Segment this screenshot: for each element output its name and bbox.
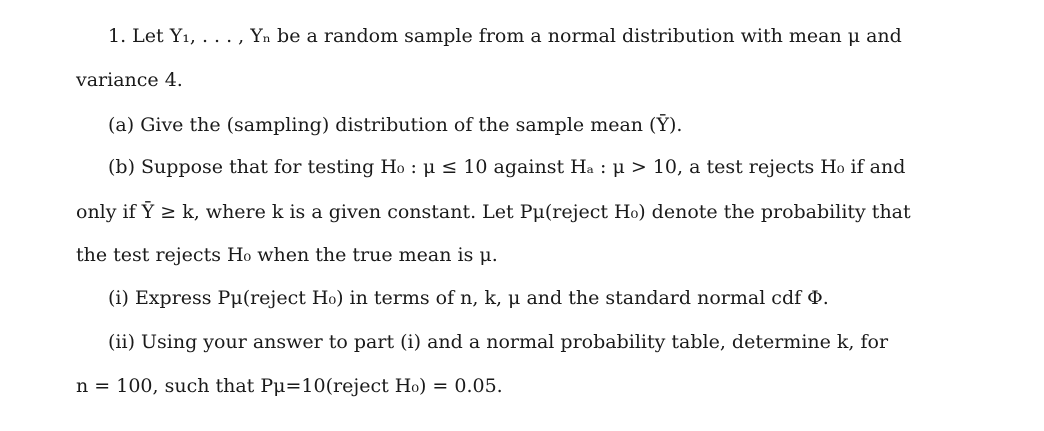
part-b-i-question: (i) Express Pμ(reject H₀) in terms of n, k, μ and the standard normal cdf Φ. xyxy=(108,287,829,309)
problem-intro-line: 1. Let Y₁, . . . , Yₙ be a random sample from a normal distribution with mean μ and xyxy=(108,25,902,47)
part-b-ii-question-line-1: (ii) Using your answer to part (i) and a normal probability table, determine k, for xyxy=(108,331,889,353)
part-a-question: (a) Give the (sampling) distribution of the sample mean (Ȳ). xyxy=(108,114,683,136)
part-b-ii-question-line-2: n = 100, such that Pμ=10(reject H₀) = 0.05. xyxy=(76,375,503,397)
problem-intro-continuation: variance 4. xyxy=(76,69,183,91)
part-b-question-line-2: only if Ȳ ≥ k, where k is a given constant. Let Pμ(reject H₀) denote the probability that xyxy=(76,201,911,223)
part-b-question-line-3: the test rejects H₀ when the true mean is μ. xyxy=(76,244,498,266)
part-b-question-line-1: (b) Suppose that for testing H₀ : μ ≤ 10 against Hₐ : μ > 10, a test rejects H₀ if and xyxy=(108,156,906,178)
